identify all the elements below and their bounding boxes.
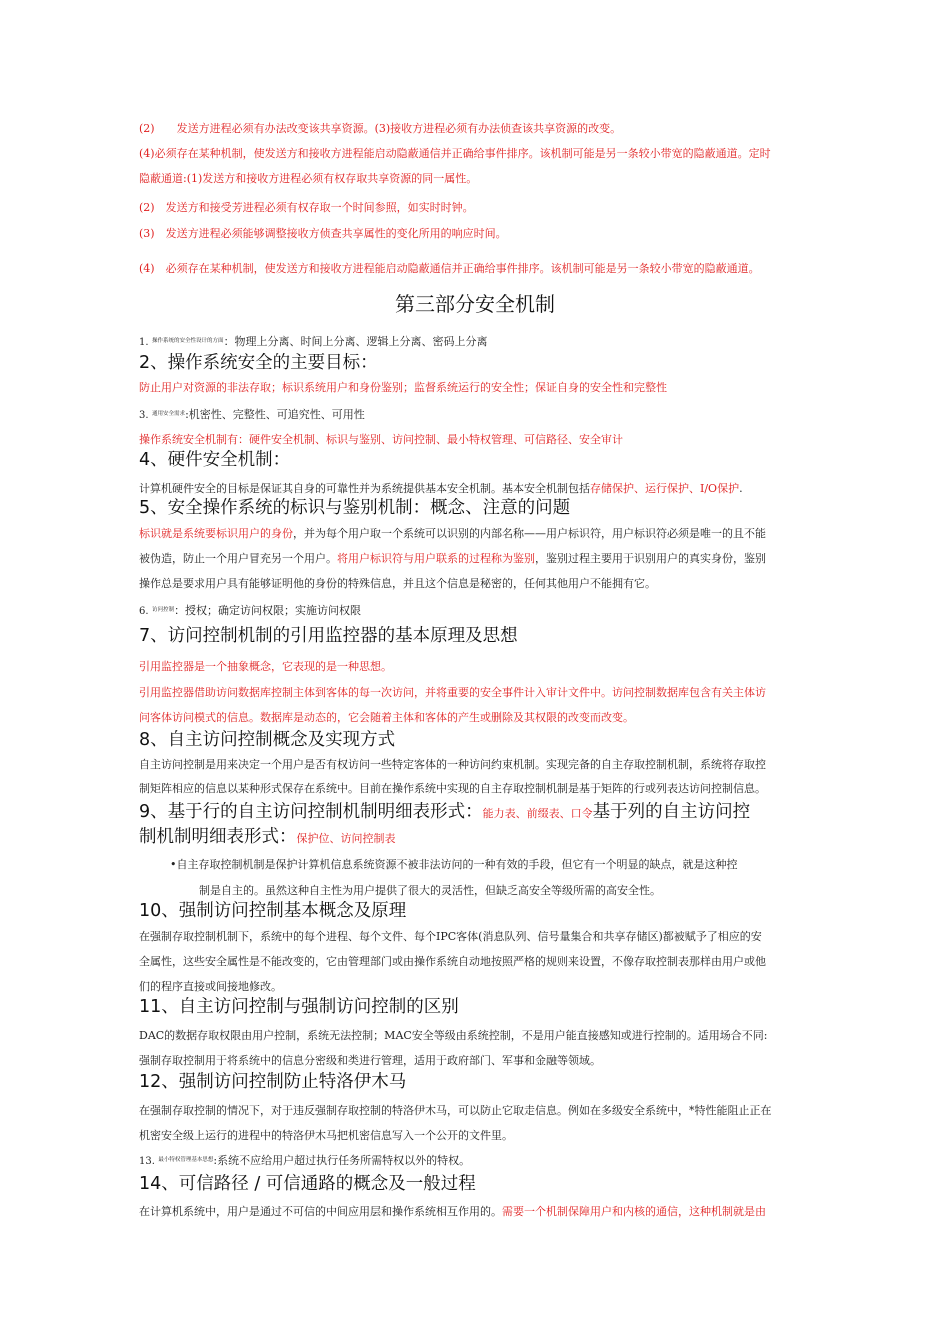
item-12-line-2: 机密安全级上运行的进程中的特洛伊木马把机密信息写入一个公开的文件里。 [139, 1129, 513, 1142]
item-13-label: 最小特权管理基本思想 [158, 1157, 214, 1163]
item-14-line-1 [139, 1205, 819, 1219]
heading-9-line-2 [139, 826, 829, 850]
covert-line-5: (3) 发送方进程必须能够调整接收方侦查共享属性的变化所用的响应时间。 [139, 227, 507, 240]
item-5-line-3: 操作总是要求用户具有能够证明他的身份的特殊信息，并且这个信息是秘密的，任何其他用户不能拥有它。 [139, 577, 656, 590]
heading-7: 7、访问控制机制的引用监控器的基本原理及思想 [139, 626, 518, 646]
heading-14: 14、可信路径 / 可信通路的概念及一般过程 [139, 1174, 476, 1194]
item-5-text-3: ，鉴别过程主要用于识别用户的真实身份，鉴别 [535, 552, 766, 565]
item-12-line-1: 在强制存取控制的情况下，对于违反强制存取控制的特洛伊木马，可以防止它取走信息。例如在多级安全系统中，*特性能阻止正在 [139, 1104, 772, 1117]
item-8-line-2: 制矩阵相应的信息以某种形式保存在系统中。目前在操作系统中实现的自主存取控制机制是基于矩阵的行或列表达访问控制信息。 [139, 782, 766, 795]
item-13-number: 13. [139, 1156, 155, 1167]
covert-line-1: (2) 发送方进程必须有办法改变该共享资源。(3)接收方进程必须有办法侦查该共享资源的改变。 [139, 122, 622, 135]
heading-9-red-2: 保护位、访问控制表 [296, 832, 396, 845]
item-7-line-3: 问客体访问模式的信息。数据库是动态的，它会随着主体和客体的产生或删除及其权限的改变而改变。 [139, 711, 634, 724]
item-4-highlight: 存储保护、运行保护、I/O保护 [590, 482, 740, 495]
heading-9-part-2: 基于列的自主访问控 [592, 802, 751, 822]
item-9-bullet-line-2: 制是自主的。虽然这种自主性为用户提供了很大的灵活性，但缺乏高安全等级所需的高安全性。 [199, 884, 661, 897]
heading-8: 8、自主访问控制概念及实现方式 [139, 730, 396, 750]
item-4-end: . [739, 482, 743, 495]
heading-5: 5、安全操作系统的标识与鉴别机制：概念、注意的问题 [139, 498, 571, 518]
item-5-text-1: ，并为每个用户取一个系统可以识别的内部名称——用户标识符，用户标识符必须是唯一的且不能 [293, 527, 766, 540]
item-4-text: 计算机硬件安全的目标是保证其自身的可靠性并为系统提供基本安全机制。基本安全机制包括 [139, 482, 590, 495]
item-2-body: 防止用户对资源的非法存取；标识系统用户和身份鉴别；监督系统运行的安全性；保证自身的安全性和完整性 [139, 381, 667, 394]
heading-10: 10、强制访问控制基本概念及原理 [139, 901, 407, 921]
covert-line-4: (2) 发送方和接受芳进程必须有权存取一个时间参照，如实时时钟。 [139, 201, 474, 214]
item-1 [139, 334, 819, 350]
item-10-line-1: 在强制存取控制机制下，系统中的每个进程、每个文件、每个IPC客体(消息队列、信号量集合和共享存储区)都被赋予了相应的安 [139, 930, 762, 943]
item-6 [139, 603, 819, 619]
heading-11: 11、自主访问控制与强制访问控制的区别 [139, 997, 459, 1017]
item-7-line-1: 引用监控器是一个抽象概念，它表现的是一种思想。 [139, 660, 392, 673]
heading-2: 2、操作系统安全的主要目标： [139, 353, 378, 373]
item-13-text: :系统不应给用户超过执行任务所需特权以外的特权。 [213, 1154, 471, 1167]
item-11-line-1: DAC的数据存取权限由用户控制，系统无法控制；MAC安全等级由系统控制，不是用户能直接感知或进行控制的。适用场合不同: [139, 1029, 768, 1042]
item-6-number: 6. [139, 606, 149, 617]
item-11-line-2: 强制存取控制用于将系统中的信息分密级和类进行管理，适用于政府部门、军事和金融等领域。 [139, 1054, 601, 1067]
section-title: 第三部分安全机制 [395, 292, 555, 316]
item-3-number: 3. [139, 410, 149, 421]
item-14-highlight: 需要一个机制保障用户和内核的通信，这种机制就是由 [502, 1205, 766, 1218]
item-14-text: 在计算机系统中，用户是通过不可信的中间应用层和操作系统相互作用的。 [139, 1205, 502, 1218]
item-3-text: :机密性、完整性、可追究性、可用性 [185, 408, 365, 421]
item-10-line-2: 全属性，这些安全属性是不能改变的，它由管理部门或由操作系统自动地按照严格的规则来设置，不像存取控制表那样由用户或他 [139, 955, 766, 968]
covert-line-3: 隐蔽通道:(1)发送方和接收方进程必须有权存取共享资源的同一属性。 [139, 172, 478, 185]
heading-4: 4、硬件安全机制： [139, 450, 291, 470]
item-1-text: ：物理上分离、时间上分离、逻辑上分离、密码上分离 [223, 335, 488, 348]
covert-line-6: (4) 必须存在某种机制，使发送方和接收方进程能启动隐蔽通信并正确给事件排序。该机制可能是另一条较小带宽的隐蔽通道。 [139, 262, 760, 275]
item-8-line-1: 自主访问控制是用来决定一个用户是否有权访问一些特定客体的一种访问约束机制。实现完备的自主存取控制机制，系统将存取控 [139, 758, 766, 771]
item-7-line-2: 引用监控器借助访问数据库控制主体到客体的每一次访问，并将重要的安全事件计入审计文件中。访问控制数据库包含有关主体访 [139, 686, 766, 699]
item-1-label: 操作系统的安全性设计的方面 [152, 338, 224, 344]
item-6-label: 访问控制 [152, 607, 175, 613]
heading-9-part-1: 9、基于行的自主访问控制机制明细表形式： [139, 802, 483, 822]
item-6-text: ：授权；确定访问权限；实施访问权限 [174, 604, 362, 617]
heading-9-line-1 [139, 801, 829, 825]
item-5-line-2 [139, 552, 819, 566]
heading-9-part-3: 制机制明细表形式： [139, 827, 297, 847]
item-3 [139, 407, 819, 423]
covert-line-2: (4)必须存在某种机制，使发送方和接收方进程能启动隐蔽通信并正确给事件排序。该机制可能是另一条较小带宽的隐蔽通道。定时 [139, 147, 771, 160]
item-10-line-3: 们的程序直接或间接地修改。 [139, 980, 282, 993]
item-4-body [139, 482, 819, 496]
item-1-number: 1. [139, 337, 149, 348]
item-3-label: 通用安全需求 [152, 411, 186, 417]
item-5-highlight-1: 标识就是系统要标识用户的身份 [139, 527, 293, 540]
heading-9-red-1: 能力表、前缀表、口令 [482, 807, 593, 820]
heading-12: 12、强制访问控制防止特洛伊木马 [139, 1072, 407, 1092]
item-13 [139, 1153, 819, 1169]
item-5-highlight-2: 将用户标识符与用户联系的过程称为鉴别 [337, 552, 535, 565]
item-5-text-2: 被伪造，防止一个用户冒充另一个用户。 [139, 552, 337, 565]
item-5-line-1 [139, 527, 819, 541]
item-9-bullet-line-1: •自主存取控制机制是保护计算机信息系统资源不被非法访问的一种有效的手段，但它有一个明显的缺点，就是这种控 [170, 858, 738, 871]
item-3-body: 操作系统安全机制有：硬件安全机制、标识与鉴别、访问控制、最小特权管理、可信路径、安全审计 [139, 433, 623, 446]
